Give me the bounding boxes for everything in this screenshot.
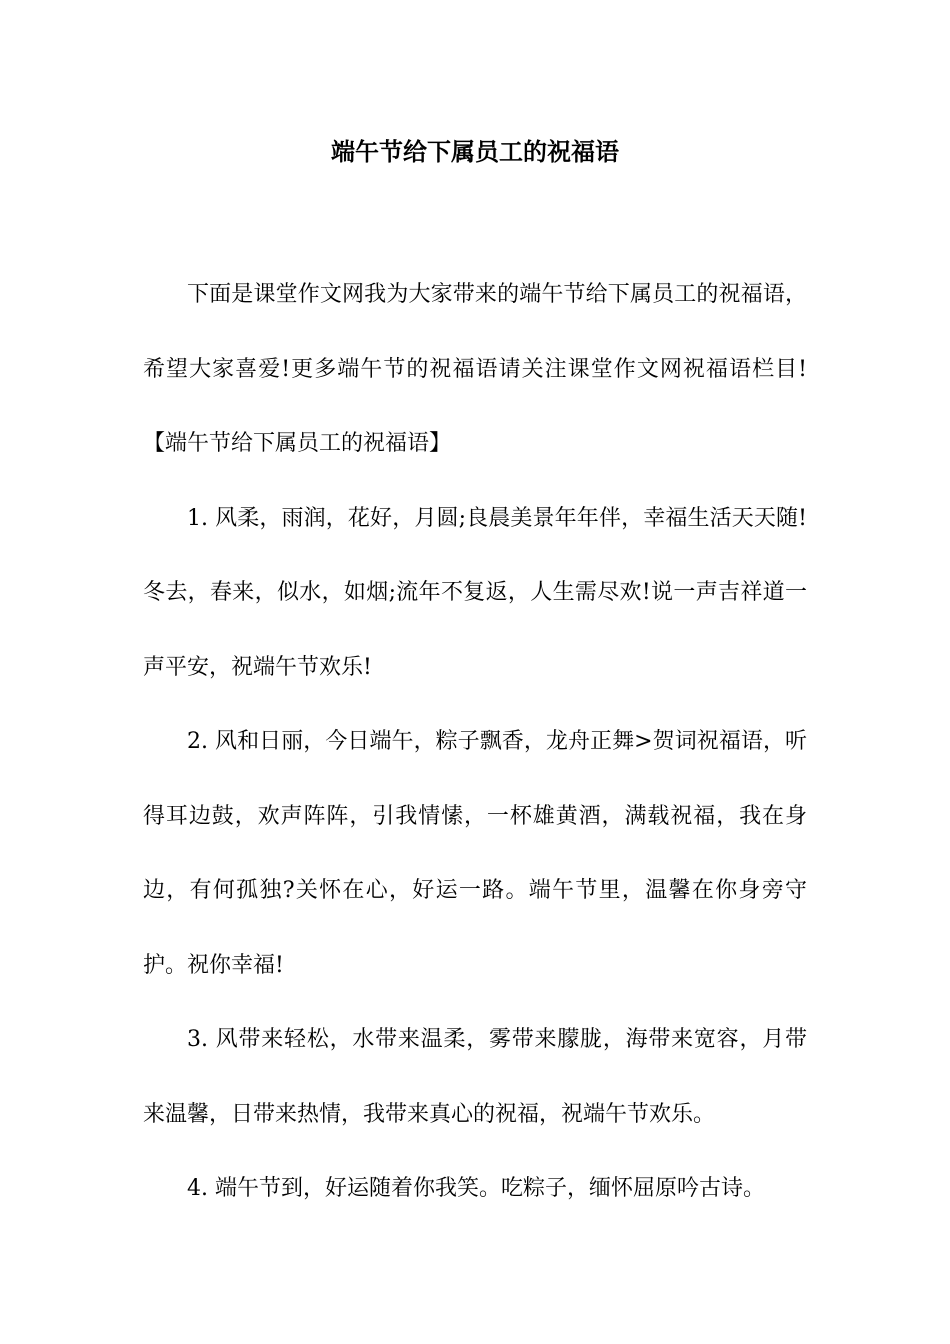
paragraph-item-2: 2. 风和日丽，今日端午，粽子飘香，龙舟正舞>贺词祝福语，听得耳边鼓，欢声阵阵，引我情愫，一杯雄黄酒，满载祝福，我在身边，有何孤独?关怀在心，好运一路。端午节里，温馨在你身旁守护。祝你幸福! bbox=[143, 729, 807, 978]
paragraph-item-1: 1. 风柔，雨润，花好，月圆;良晨美景年年伴，幸福生活天天随!冬去，春来，似水，如烟;流年不复返，人生需尽欢!说一声吉祥道一声平安，祝端午节欢乐! bbox=[143, 505, 807, 680]
document-title: 端午节给下属员工的祝福语 bbox=[331, 137, 619, 166]
paragraph-intro: 下面是课堂作文网我为大家带来的端午节给下属员工的祝福语，希望大家喜爱!更多端午节的祝福语请关注课堂作文网祝福语栏目! 【端午节给下属员工的祝福语】 bbox=[143, 282, 852, 456]
paragraph-item-4: 4. 端午节到，好运随着你我笑。吃粽子，缅怀屈原吟古诗。 bbox=[187, 1176, 765, 1201]
paragraph-item-3: 3. 风带来轻松，水带来温柔，雾带来朦胧，海带来宽容，月带来温馨，日带来热情，我带来真心的祝福，祝端午节欢乐。 bbox=[143, 1027, 807, 1127]
document-body bbox=[143, 258, 852, 1227]
